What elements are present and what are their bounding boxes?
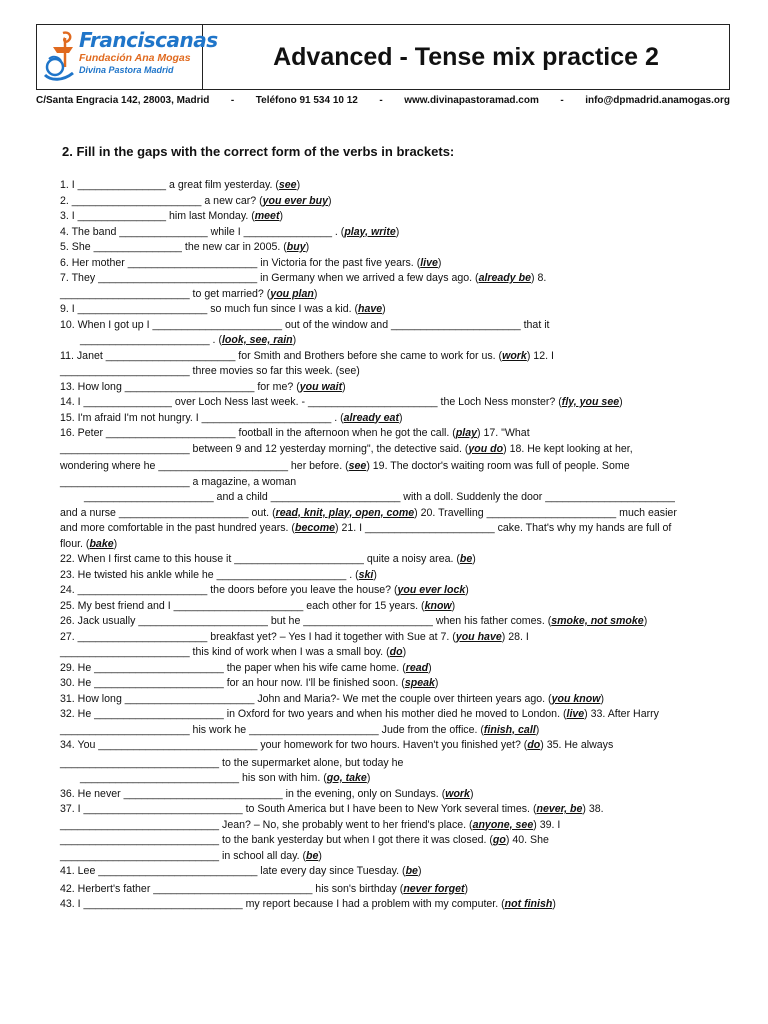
exercise-line — [60, 459, 726, 475]
verb-hint: you ever lock — [397, 584, 466, 596]
verb-hint: know — [424, 599, 452, 612]
line-text: 31. How long ______________________ John and Maria?- We met the couple over thirteen years ago. ( — [60, 692, 552, 705]
line-text: 3. I _______________ him last Monday. ( — [60, 210, 255, 222]
verb-hint: see — [278, 179, 297, 191]
verb-hint: go — [492, 834, 506, 846]
exercise-line — [60, 787, 726, 803]
exercise-line — [60, 849, 726, 865]
line-text-end: ) — [451, 599, 456, 612]
verb-hint: you have — [455, 630, 502, 643]
line-text-end: ) — [552, 898, 556, 910]
line-text: 14. I _______________ over Loch Ness last week. - ______________________ the Loch Ness monster? ( — [60, 396, 562, 408]
line-text-end: ) — [366, 772, 371, 784]
verb-hint: be — [459, 553, 473, 565]
exercise-instruction: 2. Fill in the gaps with the correct form of the verbs in brackets: — [62, 144, 455, 159]
line-text: 29. He ______________________ the paper when his wife came home. ( — [60, 661, 406, 674]
line-text: 27. ______________________ breakfast yet? – Yes I had it together with Sue at 7. ( — [60, 630, 456, 643]
verb-hint: you plan — [270, 287, 314, 300]
verb-hint: fly, you see — [561, 396, 620, 408]
line-text: 22. When I first came to this house it ______________________ quite a noisy area. ( — [60, 553, 460, 565]
exercise-line — [60, 692, 726, 708]
verb-hint: already eat — [343, 411, 399, 424]
line-text: ___________________________ in school all day. ( — [60, 849, 307, 862]
line-text-end: ) — [417, 865, 422, 877]
line-text-end: ) — [342, 380, 346, 393]
line-text-end: ) 18. He kept looking at her, — [503, 442, 633, 455]
exercise-line — [60, 738, 726, 754]
line-text: 24. ______________________ the doors before you leave the house? ( — [60, 584, 398, 596]
line-text-end: ) — [465, 584, 469, 596]
line-text-end: ) — [643, 615, 648, 627]
address: C/Santa Engracia 142, 28003, Madrid — [36, 95, 210, 106]
verb-hint: see — [348, 460, 367, 472]
line-text-end: ) — [600, 692, 604, 705]
exercise-line — [60, 349, 726, 365]
exercise-line — [60, 490, 726, 506]
exercise-line — [60, 568, 726, 584]
line-text: 9. I ______________________ so much fun since I was a kid. ( — [60, 303, 359, 315]
exercise-line — [60, 240, 726, 256]
exercise-line — [60, 882, 726, 898]
exercise-line — [60, 756, 726, 772]
exercise-line — [60, 645, 726, 661]
line-text-end: ) 33. After Harry — [584, 708, 659, 720]
line-text-end: ) — [382, 303, 386, 315]
exercise-line — [60, 583, 726, 599]
line-text-end: ) 28. I — [501, 630, 529, 643]
verb-hint: live — [420, 256, 438, 269]
email-link[interactable]: info@dpmadrid.anamogas.org — [585, 95, 730, 106]
exercise-line — [60, 395, 726, 411]
exercise-line — [60, 864, 726, 880]
line-text: 42. Herbert's father ___________________________ his son's birthday ( — [60, 882, 404, 895]
line-text: ___________________________ his son with him. ( — [80, 772, 327, 784]
exercise-line — [60, 178, 726, 194]
verb-hint: do — [389, 646, 403, 658]
line-text-end: ) — [279, 210, 284, 222]
exercise-line — [60, 833, 726, 849]
exercise-line — [60, 599, 726, 615]
line-text: ___________________________ Jean? – No, she probably went to her friend's place. ( — [60, 818, 473, 831]
line-text: ______________________ his work he ______________________ Jude from the office. ( — [60, 723, 484, 736]
line-text: 2. ______________________ a new car? ( — [60, 194, 263, 207]
exercise-line — [60, 771, 726, 787]
verb-hint: smoke, not smoke — [551, 615, 644, 627]
logo — [37, 25, 218, 89]
separator: - — [230, 95, 235, 106]
verb-hint: work — [445, 787, 470, 800]
verb-hint: already be — [478, 272, 531, 284]
exercise-line — [60, 521, 726, 537]
document-header — [36, 24, 730, 90]
line-text: ______________________ a magazine, a woman — [60, 475, 297, 488]
line-text: and a nurse ______________________ out. ( — [60, 506, 276, 519]
verb-hint: never forget — [403, 882, 465, 895]
logo-foundation: Fundación Ana Mogas — [79, 52, 191, 64]
exercise-line — [60, 287, 726, 303]
verb-hint: be — [405, 865, 418, 877]
line-text-end: ) — [313, 287, 318, 300]
line-text-end: ) 39. I — [533, 818, 561, 831]
verb-hint: work — [502, 349, 527, 362]
line-text: 34. You ___________________________ your homework for two hours. Haven't you finished yet? ( — [60, 739, 528, 751]
exercise-line — [60, 442, 726, 458]
line-text: 11. Janet ______________________ for Smith and Brothers before she came to work for us. ( — [60, 349, 503, 362]
verb-hint: play — [455, 427, 478, 439]
line-text-end: ) — [437, 256, 442, 269]
line-text: ______________________ and a child ______________________ with a doll. Suddenly the door ______________________ — [84, 491, 675, 503]
exercise-line — [60, 707, 726, 723]
line-text-end: ) — [428, 661, 432, 674]
verb-hint: be — [306, 849, 319, 862]
exercise-line — [60, 506, 726, 522]
line-text-end: ) — [402, 646, 407, 658]
exercise-line — [60, 426, 726, 442]
line-text-end: ) — [535, 723, 540, 736]
verb-hint: not finish — [504, 898, 553, 910]
line-text: 15. I'm afraid I'm not hungry. I ______________________ . ( — [60, 411, 344, 424]
contact-line — [36, 95, 730, 106]
shepherd-logo-icon — [41, 29, 81, 85]
line-text-end: ) — [328, 194, 332, 207]
verb-hint: become — [294, 522, 336, 534]
verb-hint: never, be — [536, 803, 583, 815]
line-text-end: ) — [395, 225, 400, 238]
verb-hint: meet — [254, 210, 280, 222]
exercise-line — [60, 676, 726, 692]
line-text: ______________________ three movies so far this week. (see) — [60, 365, 360, 377]
exercise-line — [60, 380, 726, 396]
line-text: 23. He twisted his ankle while he ______________________ . ( — [60, 568, 359, 581]
verb-hint: anyone, see — [472, 818, 534, 831]
line-text: 1. I _______________ a great film yesterday. ( — [60, 179, 279, 191]
line-text: 7. They ___________________________ in Germany when we arrived a few days ago. ( — [60, 272, 479, 284]
line-text-end: ) 19. The doctor's waiting room was full of people. Some — [366, 460, 630, 472]
exercise-line — [60, 897, 726, 913]
line-text-end: ) — [472, 553, 476, 565]
line-text-end: ) 20. Travelling ______________________ much easier — [414, 506, 677, 519]
verb-hint: you know — [551, 692, 601, 705]
line-text-end: ) 17. "What — [477, 427, 530, 439]
exercise-line — [60, 333, 726, 349]
logo-school: Divina Pastora Madrid — [79, 65, 174, 75]
line-text-end: ) — [305, 241, 310, 253]
separator: - — [560, 95, 564, 106]
verb-hint: buy — [286, 241, 306, 253]
exercise-line — [60, 818, 726, 834]
exercise-line — [60, 552, 726, 568]
verb-hint: live — [566, 708, 585, 720]
line-text-end: ) 8. — [530, 272, 547, 284]
line-text: ______________________ between 9 and 12 yesterday morning", the detective said. ( — [60, 442, 469, 455]
line-text-end: ) — [619, 396, 623, 408]
verb-hint: bake — [89, 537, 114, 550]
exercise-line — [60, 225, 726, 241]
phone: Teléfono 91 534 10 12 — [255, 95, 358, 106]
exercise-line — [60, 411, 726, 427]
line-text: ______________________ to get married? ( — [60, 287, 271, 300]
exercise-line — [60, 364, 726, 380]
separator: - — [379, 95, 383, 106]
verb-hint: do — [527, 739, 541, 751]
exercise-line — [60, 723, 726, 739]
line-text: 5. She _______________ the new car in 2005. ( — [60, 241, 287, 253]
line-text-end: ) 21. I ______________________ cake. That's why my hands are full of — [335, 522, 672, 534]
line-text: 32. He ______________________ in Oxford for two years and when his mother died he moved to London. ( — [60, 708, 567, 720]
line-text: 30. He ______________________ for an hour now. I'll be finished soon. ( — [60, 677, 405, 689]
line-text-end: ) — [296, 179, 301, 191]
exercise-line — [60, 802, 726, 818]
verb-hint: go, take — [326, 772, 367, 784]
line-text: 26. Jack usually ______________________ but he ______________________ when his father comes. ( — [60, 615, 552, 627]
exercise-line — [60, 194, 726, 210]
line-text: 16. Peter ______________________ football in the afternoon when he got the call. ( — [60, 427, 456, 439]
exercise-line — [60, 256, 726, 272]
exercise-lines — [60, 178, 726, 913]
verb-hint: play, write — [344, 225, 396, 238]
line-text-end: ) 38. — [582, 803, 604, 815]
line-text: ___________________________ to the bank yesterday but when I got there it was closed. ( — [60, 834, 493, 846]
line-text-end: ) 40. She — [505, 834, 549, 846]
line-text: wondering where he ______________________ her before. ( — [60, 460, 349, 472]
line-text: ______________________ . ( — [80, 334, 222, 346]
line-text: flour. ( — [60, 537, 90, 550]
exercise-line — [60, 475, 726, 491]
line-text: 6. Her mother ______________________ in Victoria for the past five years. ( — [60, 256, 421, 269]
line-text: 4. The band _______________ while I _______________ . ( — [60, 225, 345, 238]
exercise-line — [60, 209, 726, 225]
verb-hint: you ever buy — [262, 194, 328, 207]
line-text: 37. I ___________________________ to South America but I have been to New York several times. ( — [60, 803, 537, 815]
line-text: 13. How long ______________________ for me? ( — [60, 380, 300, 393]
line-text: 43. I ___________________________ my report because I had a problem with my computer. ( — [60, 898, 505, 910]
verb-hint: read — [405, 661, 429, 674]
verb-hint: ski — [358, 568, 374, 581]
line-text-end: ) 12. I — [526, 349, 554, 362]
line-text: 36. He never ___________________________ in the evening, only on Sundays. ( — [60, 787, 446, 800]
line-text: ___________________________ to the supermarket alone, but today he — [60, 756, 404, 769]
line-text-end: ) — [464, 882, 469, 895]
verb-hint: look, see, rain — [221, 334, 293, 346]
line-text-end: ) — [113, 537, 118, 550]
exercise-line — [60, 302, 726, 318]
logo-name: Franciscanas — [79, 28, 218, 52]
verb-hint: finish, call — [483, 723, 536, 736]
exercise-line — [60, 661, 726, 677]
exercise-line — [60, 630, 726, 646]
line-text: 41. Lee ___________________________ late every day since Tuesday. ( — [60, 865, 406, 877]
verb-hint: you wait — [299, 380, 343, 393]
verb-hint: you do — [468, 442, 504, 455]
line-text-end: ) — [292, 334, 297, 346]
verb-hint: speak — [404, 677, 435, 689]
line-text-end: ) — [398, 411, 403, 424]
verb-hint: read, knit, play, open, come — [275, 506, 415, 519]
line-text: ______________________ this kind of work when I was a small boy. ( — [60, 646, 390, 658]
exercise-line — [60, 537, 726, 553]
page-title: Advanced - Tense mix practice 2 — [273, 42, 659, 71]
line-text-end: ) — [318, 849, 322, 862]
website-link[interactable]: www.divinapastoramad.com — [404, 95, 539, 106]
line-text: 25. My best friend and I ______________________ each other for 15 years. ( — [60, 599, 425, 612]
line-text-end: ) — [469, 787, 474, 800]
line-text-end: ) — [434, 677, 439, 689]
exercise-line — [60, 614, 726, 630]
line-text: and more comfortable in the past hundred years. ( — [60, 522, 295, 534]
verb-hint: have — [358, 303, 383, 315]
exercise-line — [60, 318, 726, 334]
line-text-end: ) — [373, 568, 377, 581]
exercise-line — [60, 271, 726, 287]
line-text: 10. When I got up I ______________________ out of the window and ______________________ that it — [60, 318, 550, 331]
line-text-end: ) 35. He always — [540, 739, 614, 751]
